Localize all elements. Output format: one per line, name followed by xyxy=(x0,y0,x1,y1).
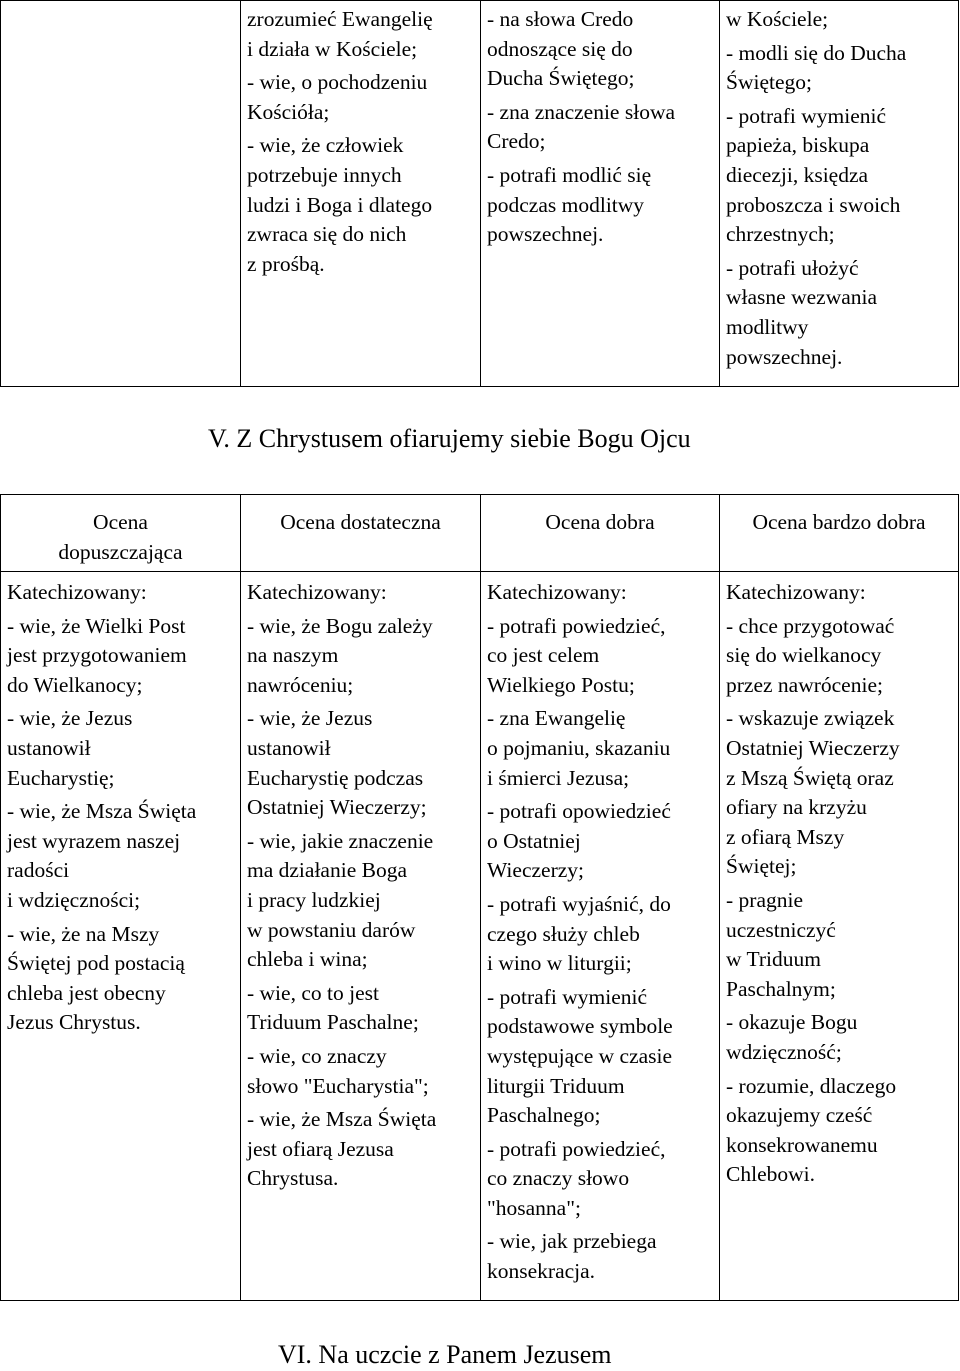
cell-line: - potrafi opowiedzieć xyxy=(487,799,671,824)
cell-line: Wieczerzy; xyxy=(487,858,585,883)
cell-line: Świętego; xyxy=(726,70,812,95)
grading-table xyxy=(0,494,959,1301)
cell-line: i wdzięczności; xyxy=(7,887,141,912)
cell-line: słowo "Eucharystia"; xyxy=(247,1073,429,1098)
cell-line: wdzięczność; xyxy=(726,1039,842,1064)
cell-line: chleba i wina; xyxy=(247,947,368,972)
cell-line: z Mszą Świętą oraz xyxy=(726,765,894,790)
cell-line: - potrafi powiedzieć, xyxy=(487,1136,666,1161)
cell-line: się do wielkanocy xyxy=(726,643,882,668)
cell-line: konsekracja. xyxy=(487,1259,596,1284)
cell-line: Świętej; xyxy=(726,854,797,879)
cell-line: z prośbą. xyxy=(247,251,325,276)
cell-line: w Kościele; xyxy=(726,7,829,31)
cell-line: diecezji, księdza xyxy=(726,162,869,187)
cell-line: - okazuje Bogu xyxy=(726,1010,858,1035)
cell-line: - potrafi wymienić xyxy=(726,103,887,128)
cell-line: przez nawrócenie; xyxy=(726,672,883,697)
cell-line: powszechnej. xyxy=(726,344,843,369)
cell-line: Ostatniej Wieczerzy xyxy=(726,735,900,760)
cell-line: papieża, biskupa xyxy=(726,133,870,158)
cell-line: - wie, że Msza Święta xyxy=(7,799,197,824)
table-cell xyxy=(241,572,481,1301)
cell-line: - wie, co to jest xyxy=(247,980,379,1005)
cell-line: "hosanna"; xyxy=(487,1195,581,1220)
cell-line: - pragnie xyxy=(726,887,804,912)
header-label: Ocena xyxy=(93,510,148,534)
header-label: Ocena dostateczna xyxy=(280,510,441,534)
column-header xyxy=(241,495,481,572)
cell-line: i śmierci Jezusa; xyxy=(487,765,630,790)
header-label: Ocena bardzo dobra xyxy=(752,510,926,534)
cell-line: Eucharystię podczas xyxy=(247,765,424,790)
cell-line: - na słowa Credo xyxy=(487,7,634,31)
cell-line: Credo; xyxy=(487,129,546,154)
cell-line: Chrystusa. xyxy=(247,1166,339,1191)
cell-line: - wskazuje związek xyxy=(726,706,895,731)
cell-line: zrozumieć Ewangelię xyxy=(247,7,433,31)
cell-line: Chlebowi. xyxy=(726,1162,815,1187)
cell-line: - wie, o pochodzeniu xyxy=(247,70,428,95)
cell-line: konsekrowanemu xyxy=(726,1132,878,1157)
cell-line: - wie, że Bogu zależy xyxy=(247,613,433,638)
cell-line: powszechnej. xyxy=(487,222,604,247)
cell-line: - modli się do Ducha xyxy=(726,40,907,65)
cell-line: - wie, jak przebiega xyxy=(487,1229,657,1254)
cell-line: chleba jest obecny xyxy=(7,980,166,1005)
table-header-row xyxy=(1,495,959,572)
cell-line: jest wyrazem naszej xyxy=(7,828,181,853)
cell-line: Katechizowany: xyxy=(7,580,147,604)
cell-line: Triduum Paschalne; xyxy=(247,1010,419,1035)
cell-line: Ostatniej Wieczerzy; xyxy=(247,795,427,820)
cell-line: Jezus Chrystus. xyxy=(7,1010,141,1035)
cell-line: Wielkiego Postu; xyxy=(487,672,635,697)
top-table xyxy=(0,0,959,387)
cell-line: - chce przygotować xyxy=(726,613,895,638)
cell-line: własne wezwania xyxy=(726,285,878,310)
cell-line: zwraca się do nich xyxy=(247,222,407,247)
cell-line: Ducha Świętego; xyxy=(487,66,635,91)
cell-line: co jest celem xyxy=(487,643,600,668)
table-row xyxy=(1,1,959,387)
cell-line: Świętej pod postacią xyxy=(7,951,185,976)
cell-line: - wie, że Wielki Post xyxy=(7,613,186,638)
cell-line: Kościóła; xyxy=(247,99,330,124)
cell-line: - potrafi modlić się xyxy=(487,162,652,187)
cell-line: Katechizowany: xyxy=(247,580,387,604)
cell-line: - wie, że na Mszy xyxy=(7,921,160,946)
cell-line: i wino w liturgii; xyxy=(487,951,632,976)
cell-line: ma działanie Boga xyxy=(247,858,407,883)
cell-line: Katechizowany: xyxy=(726,580,866,604)
cell-line: jest przygotowaniem xyxy=(7,643,187,668)
cell-line: do Wielkanocy; xyxy=(7,672,143,697)
cell-line: co znaczy słowo xyxy=(487,1166,630,1191)
table-cell xyxy=(481,572,720,1301)
table-cell xyxy=(241,1,481,387)
column-header xyxy=(1,495,241,572)
cell-line: - wie, że Msza Święta xyxy=(247,1107,437,1132)
cell-line: - zna znaczenie słowa xyxy=(487,99,676,124)
header-label: dopuszczająca xyxy=(58,540,183,564)
cell-line: i pracy ludzkiej xyxy=(247,887,381,912)
cell-line: liturgii Triduum xyxy=(487,1073,625,1098)
cell-line: odnoszące się do xyxy=(487,36,633,61)
cell-line: proboszcza i swoich xyxy=(726,192,901,217)
column-header xyxy=(720,495,959,572)
cell-line: - wie, co znaczy xyxy=(247,1043,387,1068)
cell-line: i działa w Kościele; xyxy=(247,36,418,61)
section-title: V. Z Chrystusem ofiarujemy siebie Bogu Ojcu xyxy=(208,424,691,453)
cell-line: w Triduum xyxy=(726,947,821,972)
cell-line: potrzebuje innych xyxy=(247,162,402,187)
cell-line: jest ofiarą Jezusa xyxy=(247,1136,394,1161)
cell-line: modlitwy xyxy=(726,314,809,339)
cell-line: - rozumie, dlaczego xyxy=(726,1073,897,1098)
cell-line: w powstaniu darów xyxy=(247,917,416,942)
cell-line: ludzi i Boga i dlatego xyxy=(247,192,433,217)
section-title: VI. Na uczcie z Panem Jezusem xyxy=(278,1340,612,1369)
cell-line: chrzestnych; xyxy=(726,222,835,247)
cell-line: podstawowe symbole xyxy=(487,1014,673,1039)
cell-line: - potrafi powiedzieć, xyxy=(487,613,666,638)
cell-line: podczas modlitwy xyxy=(487,192,645,217)
cell-line: czego służy chleb xyxy=(487,921,640,946)
table-cell xyxy=(481,1,720,387)
cell-line: nawróceniu; xyxy=(247,672,354,697)
cell-line: - wie, jakie znaczenie xyxy=(247,828,434,853)
cell-line: - zna Ewangelię xyxy=(487,706,626,731)
table-cell xyxy=(1,1,241,387)
cell-line: - potrafi ułożyć xyxy=(726,255,859,280)
cell-line: Paschalnym; xyxy=(726,976,836,1001)
cell-line: z ofiarą Mszy xyxy=(726,824,845,849)
cell-line: na naszym xyxy=(247,643,339,668)
cell-line: - wie, że Jezus xyxy=(247,706,373,731)
cell-line: okazujemy cześć xyxy=(726,1103,873,1128)
cell-line: ustanowił xyxy=(247,735,331,760)
cell-line: występujące w czasie xyxy=(487,1043,673,1068)
cell-line: - wie, że Jezus xyxy=(7,706,133,731)
table-cell xyxy=(1,572,241,1301)
header-label: Ocena dobra xyxy=(545,510,655,534)
cell-line: - potrafi wymienić xyxy=(487,984,648,1009)
table-cell xyxy=(720,1,959,387)
cell-line: - wie, że człowiek xyxy=(247,133,404,158)
cell-line: ustanowił xyxy=(7,735,91,760)
cell-line: Paschalnego; xyxy=(487,1103,601,1128)
cell-line: Katechizowany: xyxy=(487,580,627,604)
table-row xyxy=(1,572,959,1301)
cell-line: o pojmaniu, skazaniu xyxy=(487,735,671,760)
cell-line: - potrafi wyjaśnić, do xyxy=(487,891,671,916)
cell-line: o Ostatniej xyxy=(487,828,581,853)
cell-line: Eucharystię; xyxy=(7,765,115,790)
column-header xyxy=(481,495,720,572)
cell-line: radości xyxy=(7,858,70,883)
table-cell xyxy=(720,572,959,1301)
cell-line: ofiary na krzyżu xyxy=(726,795,867,820)
cell-line: uczestniczyć xyxy=(726,917,836,942)
